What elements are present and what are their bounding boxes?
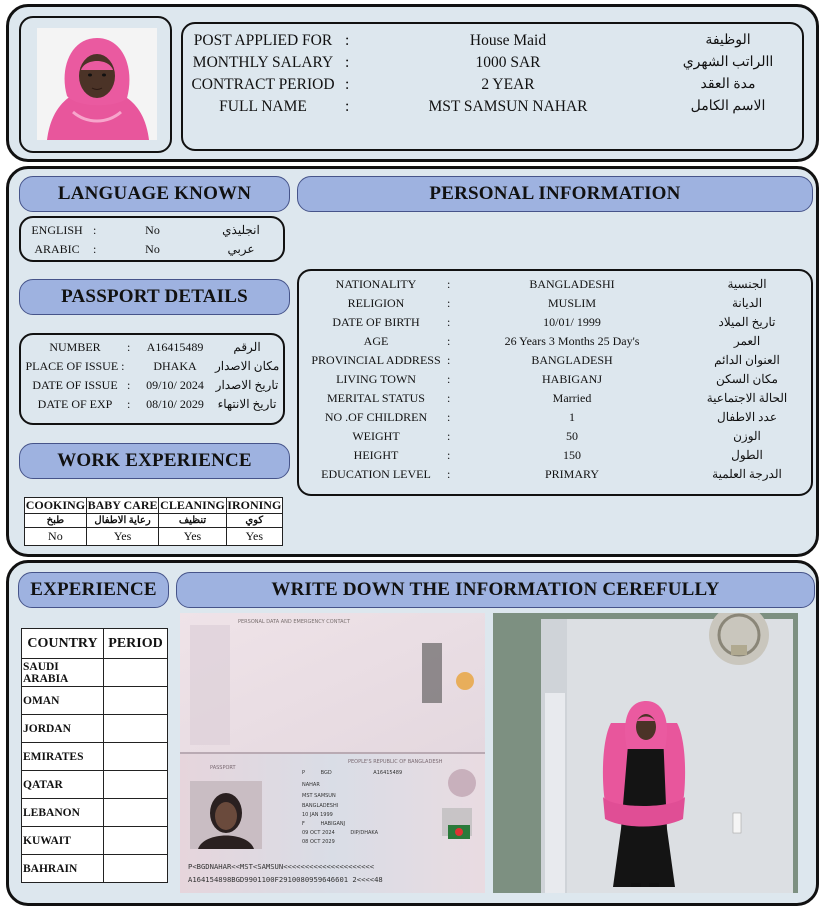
personal-label: HEIGHT [353, 448, 399, 462]
header-separator: : [345, 54, 350, 71]
passport-separator: : [127, 397, 131, 411]
personal-label: LIVING TOWN [336, 372, 416, 386]
header-arabic-label: الاسم الكامل [690, 99, 766, 114]
passport-sex: F [302, 821, 305, 827]
personal-arabic-label: عدد الاطفال [717, 410, 777, 424]
work-skill-value: No [25, 528, 87, 546]
header-row [183, 76, 802, 98]
passport-label: NUMBER [49, 340, 101, 354]
passport-mrz-line-1: P<BGDNAHAR<<MST<SAMSUN<<<<<<<<<<<<<<<<<<<<< [188, 862, 375, 871]
personal-info-box [297, 269, 813, 496]
personal-separator: : [447, 277, 451, 291]
personal-separator: : [447, 372, 451, 386]
personal-value: BANGLADESH [531, 353, 613, 367]
personal-row [299, 410, 811, 429]
personal-separator: : [447, 353, 451, 367]
country-name: KUWAIT [22, 827, 104, 855]
country-row [22, 715, 168, 743]
work-skill-arabic: طبخ [25, 514, 87, 528]
work-experience-table [24, 497, 283, 546]
personal-row [299, 429, 811, 448]
header-separator: : [345, 76, 350, 93]
personal-label: AGE [363, 334, 389, 348]
personal-value: 10/01/ 1999 [543, 315, 601, 329]
work-skill-value: Yes [86, 528, 159, 546]
personal-separator: : [447, 448, 451, 462]
passport-label: DATE OF EXP [37, 397, 113, 411]
passport-nationality: BANGLADESHI [302, 803, 339, 809]
country-row [22, 855, 168, 883]
passport-mrz-line-2: A164154898BGD9901100F2910080959646601 2<<<<48 [188, 875, 383, 884]
personal-arabic-label: الطول [731, 448, 763, 462]
personal-label: WEIGHT [352, 429, 400, 443]
country-name: JORDAN [22, 715, 104, 743]
language-known-title: LANGUAGE KNOWN [19, 176, 290, 212]
personal-arabic-label: تاريخ الميلاد [718, 315, 776, 329]
language-box [19, 216, 285, 262]
work-skill-value: Yes [226, 528, 282, 546]
personal-value: MUSLIM [547, 296, 596, 310]
passport-box [19, 333, 285, 425]
experience-section [6, 560, 819, 906]
passport-label: PLACE OF ISSUE : [25, 359, 125, 373]
passport-value: 09/10/ 2024 [146, 378, 204, 392]
personal-value: HABIGANJ [542, 372, 602, 386]
personal-arabic-label: العنوان الدائم [714, 353, 780, 367]
header-info-box [181, 22, 804, 151]
header-arabic-label: مدة العقد [700, 77, 756, 92]
country-period[interactable] [104, 659, 168, 687]
country-column-header: COUNTRY [22, 629, 104, 659]
personal-information-title: PERSONAL INFORMATION [297, 176, 813, 212]
personal-row [299, 334, 811, 353]
header-section [6, 4, 819, 162]
personal-value: 1 [569, 410, 575, 424]
passport-row [21, 397, 283, 416]
profile-photo-frame [19, 16, 172, 153]
passport-value: DHAKA [153, 359, 197, 373]
personal-arabic-label: العمر [733, 334, 761, 348]
passport-given-name: MST SAMSUN [302, 793, 336, 799]
passport-separator: : [127, 378, 131, 392]
write-carefully-title: WRITE DOWN THE INFORMATION CEREFULLY [176, 572, 815, 608]
header-value: House Maid [469, 32, 547, 49]
personal-arabic-label: الدرجة العلمية [712, 467, 782, 481]
personal-label: EDUCATION LEVEL [321, 467, 431, 481]
country-period[interactable] [104, 771, 168, 799]
personal-separator: : [447, 315, 451, 329]
profile-photo [37, 28, 157, 140]
language-value: No [145, 223, 160, 237]
personal-label: RELIGION [347, 296, 405, 310]
header-label: CONTRACT PERIOD [191, 76, 335, 93]
header-value: 1000 SAR [475, 54, 541, 71]
personal-separator: : [447, 296, 451, 310]
passport-row [21, 378, 283, 397]
passport-arabic-label: الرقم [233, 340, 261, 354]
personal-row [299, 315, 811, 334]
language-row [21, 223, 283, 242]
header-label: MONTHLY SALARY [192, 54, 334, 71]
country-name: EMIRATES [22, 743, 104, 771]
passport-expiry: 08 OCT 2029 [302, 839, 335, 845]
passport-row [21, 340, 283, 359]
personal-separator: : [447, 410, 451, 424]
country-row [22, 771, 168, 799]
personal-label: PROVINCIAL ADDRESS [311, 353, 441, 367]
header-row [183, 54, 802, 76]
header-separator: : [345, 98, 350, 115]
work-skill-value: Yes [159, 528, 226, 546]
personal-value: 26 Years 3 Months 25 Day's [504, 334, 640, 348]
personal-value: 150 [563, 448, 581, 462]
personal-value: BANGLADESHI [529, 277, 615, 291]
personal-value: Married [552, 391, 592, 405]
passport-arabic-label: مكان الاصدار [215, 359, 280, 373]
header-separator: : [345, 32, 350, 49]
country-row [22, 743, 168, 771]
work-skill-arabic: تنظيف [159, 514, 226, 528]
language-separator: : [93, 223, 97, 237]
passport-authority: DIP/DHAKA [350, 830, 379, 836]
passport-personal-data-banner: PERSONAL DATA AND EMERGENCY CONTACT [238, 619, 351, 625]
personal-value: PRIMARY [544, 467, 600, 481]
work-skill-header: IRONING [227, 498, 282, 512]
personal-separator: : [447, 429, 451, 443]
country-period[interactable] [104, 687, 168, 715]
passport-details-title: PASSPORT DETAILS [19, 279, 290, 315]
personal-row [299, 372, 811, 391]
language-separator: : [93, 242, 97, 256]
header-value: MST SAMSUN NAHAR [428, 98, 588, 115]
passport-country-banner: PEOPLE'S REPUBLIC OF BANGLADESH [348, 759, 443, 765]
passport-label: PASSPORT [210, 765, 236, 771]
passport-row [21, 359, 283, 378]
personal-label: MERITAL STATUS [327, 391, 425, 405]
country-period[interactable] [104, 827, 168, 855]
personal-separator: : [447, 467, 451, 481]
work-skill-header: COOKING [25, 498, 86, 512]
country-period[interactable] [104, 855, 168, 883]
personal-arabic-label: الديانة [731, 296, 763, 310]
header-value: 2 YEAR [481, 76, 535, 93]
passport-code: BGD [320, 770, 332, 776]
full-length-photo-illustration [493, 613, 798, 893]
personal-label: DATE OF BIRTH [332, 315, 420, 329]
country-period[interactable] [104, 743, 168, 771]
passport-type: P [302, 770, 306, 776]
country-period[interactable] [104, 799, 168, 827]
header-row [183, 98, 802, 120]
personal-arabic-label: الجنسية [727, 277, 767, 291]
country-experience-table [21, 628, 168, 883]
country-row [22, 687, 168, 715]
language-value: No [145, 242, 160, 256]
personal-row [299, 277, 811, 296]
header-arabic-label: الوظيفة [705, 33, 751, 48]
passport-value: A16415489 [146, 340, 204, 354]
country-row [22, 659, 168, 687]
country-name: LEBANON [22, 799, 104, 827]
passport-surname: NAHAR [302, 782, 320, 788]
work-skill-header: BABY CARE [87, 498, 158, 512]
passport-value: 08/10/ 2029 [146, 397, 204, 411]
personal-label: NATIONALITY [335, 277, 417, 291]
work-skill-arabic: كوي [226, 514, 282, 528]
work-experience-title: WORK EXPERIENCE [19, 443, 290, 479]
personal-separator: : [447, 334, 451, 348]
country-name: BAHRAIN [22, 855, 104, 883]
personal-label: NO .OF CHILDREN [324, 410, 428, 424]
personal-row [299, 448, 811, 467]
work-skill-arabic: رعاية الاطفال [86, 514, 159, 528]
language-label: ENGLISH [31, 223, 83, 237]
country-name: SAUDI ARABIA [22, 659, 104, 687]
passport-label: DATE OF ISSUE [32, 378, 118, 392]
passport-issue-date: 09 OCT 2024 [302, 830, 335, 836]
country-period[interactable] [104, 715, 168, 743]
personal-value: 50 [566, 429, 578, 443]
country-name: OMAN [22, 687, 104, 715]
passport-scan-image [180, 613, 485, 893]
work-skill-header: CLEANING [160, 498, 225, 512]
passport-arabic-label: تاريخ الانتهاء [217, 397, 277, 411]
header-arabic-label: االراتب الشهري [682, 55, 774, 70]
personal-row [299, 467, 811, 486]
header-row [183, 32, 802, 54]
personal-arabic-label: الحالة الاجتماعية [706, 391, 788, 405]
personal-row [299, 296, 811, 315]
passport-place: HABIGANJ [320, 821, 346, 827]
passport-arabic-label: تاريخ الاصدار [215, 378, 279, 392]
language-arabic-label: انجليذي [222, 223, 260, 237]
passport-dob: 10 JAN 1999 [302, 812, 333, 818]
header-label: FULL NAME [219, 98, 307, 115]
personal-row [299, 391, 811, 410]
header-label: POST APPLIED FOR [193, 32, 333, 49]
personal-row [299, 353, 811, 372]
personal-arabic-label: الوزن [733, 429, 761, 443]
passport-scan-background [180, 613, 485, 893]
passport-separator: : [127, 340, 131, 354]
full-length-photo [493, 613, 798, 893]
country-row [22, 799, 168, 827]
info-section [6, 166, 819, 557]
country-name: QATAR [22, 771, 104, 799]
personal-arabic-label: مكان السكن [716, 372, 778, 386]
language-row [21, 242, 283, 261]
language-label: ARABIC [34, 242, 80, 256]
language-arabic-label: عربي [227, 242, 255, 256]
period-column-header: PERIOD [104, 629, 168, 659]
country-row [22, 827, 168, 855]
personal-separator: : [447, 391, 451, 405]
portrait-illustration [37, 28, 157, 140]
passport-number: A16415489 [373, 770, 403, 776]
experience-title: EXPERIENCE [18, 572, 169, 608]
